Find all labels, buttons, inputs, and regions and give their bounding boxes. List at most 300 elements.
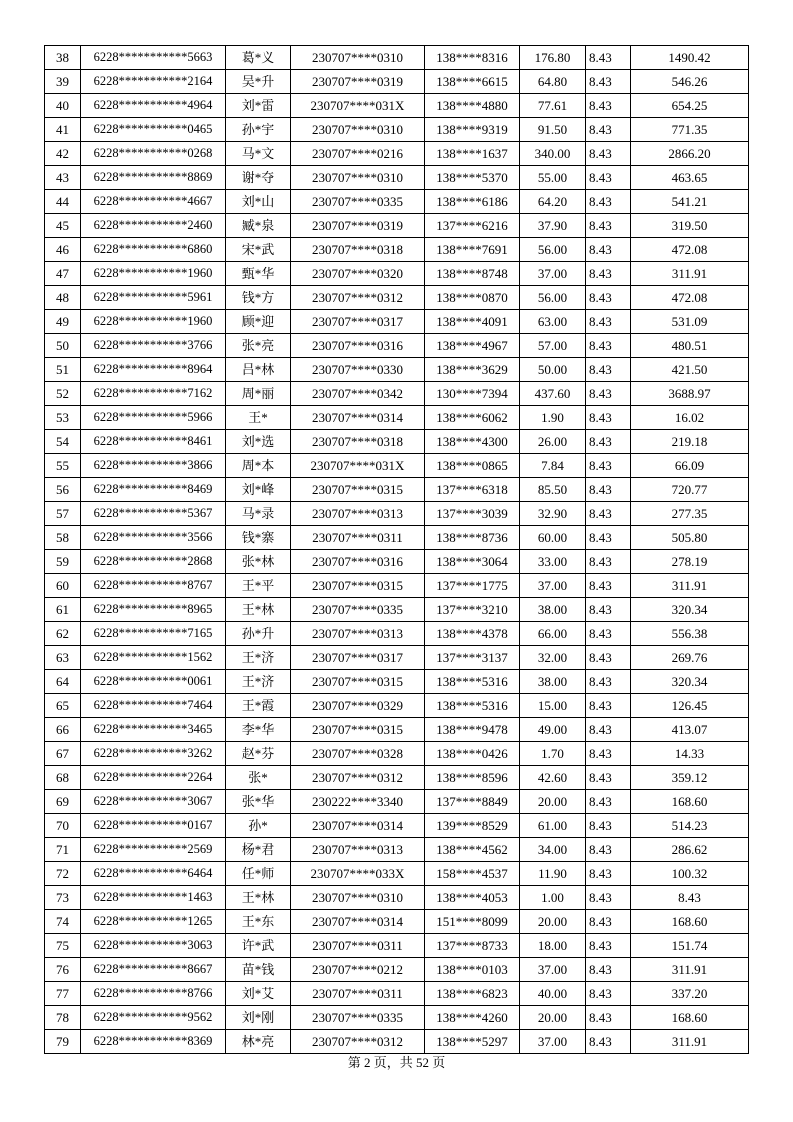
cell-row-number: 60 [45, 574, 81, 598]
cell-row-number: 78 [45, 1006, 81, 1030]
table-row [45, 886, 749, 910]
cell-row-number: 55 [45, 454, 81, 478]
cell-amount: 20.00 [520, 910, 586, 934]
cell-amount: 20.00 [520, 790, 586, 814]
cell-id-number: 230707****0310 [291, 886, 425, 910]
cell-card-number: 6228***********1562 [81, 646, 226, 670]
cell-phone: 138****9319 [425, 118, 520, 142]
table-row [45, 982, 749, 1006]
table-row [45, 526, 749, 550]
cell-rate: 8.43 [586, 262, 631, 286]
cell-card-number: 6228***********1265 [81, 910, 226, 934]
cell-total: 480.51 [631, 334, 749, 358]
cell-rate: 8.43 [586, 886, 631, 910]
cell-rate: 8.43 [586, 910, 631, 934]
cell-id-number: 230707****0328 [291, 742, 425, 766]
cell-card-number: 6228***********2569 [81, 838, 226, 862]
cell-amount: 7.84 [520, 454, 586, 478]
cell-card-number: 6228***********3866 [81, 454, 226, 478]
cell-name: 钱*寨 [226, 526, 291, 550]
cell-rate: 8.43 [586, 862, 631, 886]
cell-rate: 8.43 [586, 382, 631, 406]
cell-phone: 138****0426 [425, 742, 520, 766]
cell-id-number: 230707****0310 [291, 118, 425, 142]
cell-total: 514.23 [631, 814, 749, 838]
cell-rate: 8.43 [586, 1006, 631, 1030]
cell-amount: 33.00 [520, 550, 586, 574]
cell-id-number: 230707****0316 [291, 334, 425, 358]
cell-id-number: 230707****0216 [291, 142, 425, 166]
cell-phone: 137****3210 [425, 598, 520, 622]
cell-id-number: 230707****0315 [291, 670, 425, 694]
cell-name: 赵*芬 [226, 742, 291, 766]
cell-card-number: 6228***********8964 [81, 358, 226, 382]
cell-amount: 38.00 [520, 670, 586, 694]
cell-phone: 138****4378 [425, 622, 520, 646]
cell-amount: 37.90 [520, 214, 586, 238]
cell-total: 1490.42 [631, 46, 749, 70]
table-row [45, 382, 749, 406]
cell-card-number: 6228***********7464 [81, 694, 226, 718]
cell-row-number: 61 [45, 598, 81, 622]
cell-amount: 66.00 [520, 622, 586, 646]
cell-amount: 176.80 [520, 46, 586, 70]
cell-amount: 60.00 [520, 526, 586, 550]
cell-name: 孙*升 [226, 622, 291, 646]
cell-card-number: 6228***********1463 [81, 886, 226, 910]
table-row [45, 574, 749, 598]
cell-name: 张*华 [226, 790, 291, 814]
cell-row-number: 39 [45, 70, 81, 94]
table-row [45, 814, 749, 838]
cell-row-number: 38 [45, 46, 81, 70]
cell-card-number: 6228***********8869 [81, 166, 226, 190]
cell-name: 甄*华 [226, 262, 291, 286]
cell-name: 钱*方 [226, 286, 291, 310]
cell-phone: 138****8316 [425, 46, 520, 70]
cell-name: 许*武 [226, 934, 291, 958]
cell-total: 2866.20 [631, 142, 749, 166]
cell-total: 311.91 [631, 574, 749, 598]
table-row [45, 94, 749, 118]
cell-amount: 40.00 [520, 982, 586, 1006]
cell-card-number: 6228***********5966 [81, 406, 226, 430]
cell-phone: 138****4260 [425, 1006, 520, 1030]
cell-row-number: 58 [45, 526, 81, 550]
cell-card-number: 6228***********2868 [81, 550, 226, 574]
cell-name: 张*林 [226, 550, 291, 574]
cell-row-number: 79 [45, 1030, 81, 1054]
cell-card-number: 6228***********8767 [81, 574, 226, 598]
cell-amount: 32.00 [520, 646, 586, 670]
cell-card-number: 6228***********3067 [81, 790, 226, 814]
cell-id-number: 230707****0317 [291, 310, 425, 334]
cell-row-number: 41 [45, 118, 81, 142]
cell-rate: 8.43 [586, 934, 631, 958]
cell-total: 337.20 [631, 982, 749, 1006]
table-row [45, 718, 749, 742]
cell-card-number: 6228***********3063 [81, 934, 226, 958]
cell-amount: 56.00 [520, 286, 586, 310]
cell-card-number: 6228***********6464 [81, 862, 226, 886]
cell-card-number: 6228***********3465 [81, 718, 226, 742]
table-row [45, 646, 749, 670]
cell-id-number: 230707****0329 [291, 694, 425, 718]
cell-rate: 8.43 [586, 982, 631, 1006]
cell-row-number: 48 [45, 286, 81, 310]
cell-card-number: 6228***********0061 [81, 670, 226, 694]
table-row [45, 118, 749, 142]
cell-rate: 8.43 [586, 598, 631, 622]
table-row [45, 958, 749, 982]
cell-phone: 138****6615 [425, 70, 520, 94]
cell-phone: 138****4967 [425, 334, 520, 358]
cell-rate: 8.43 [586, 190, 631, 214]
table-row [45, 934, 749, 958]
cell-id-number: 230707****0310 [291, 46, 425, 70]
cell-phone: 138****9478 [425, 718, 520, 742]
cell-id-number: 230707****0335 [291, 598, 425, 622]
cell-rate: 8.43 [586, 166, 631, 190]
cell-name: 吴*升 [226, 70, 291, 94]
cell-total: 319.50 [631, 214, 749, 238]
table-row [45, 766, 749, 790]
cell-row-number: 46 [45, 238, 81, 262]
cell-name: 葛*义 [226, 46, 291, 70]
cell-total: 126.45 [631, 694, 749, 718]
cell-phone: 137****6216 [425, 214, 520, 238]
cell-id-number: 230707****0314 [291, 910, 425, 934]
cell-name: 刘*雷 [226, 94, 291, 118]
cell-row-number: 54 [45, 430, 81, 454]
cell-name: 顾*迎 [226, 310, 291, 334]
cell-phone: 138****1637 [425, 142, 520, 166]
cell-rate: 8.43 [586, 646, 631, 670]
table-row [45, 262, 749, 286]
cell-phone: 138****4880 [425, 94, 520, 118]
cell-name: 孙* [226, 814, 291, 838]
table-row [45, 190, 749, 214]
table-row [45, 286, 749, 310]
cell-total: 654.25 [631, 94, 749, 118]
cell-amount: 37.00 [520, 958, 586, 982]
cell-id-number: 230707****0312 [291, 1030, 425, 1054]
cell-name: 孙*宇 [226, 118, 291, 142]
cell-phone: 137****8849 [425, 790, 520, 814]
cell-id-number: 230707****0335 [291, 190, 425, 214]
cell-card-number: 6228***********2264 [81, 766, 226, 790]
cell-row-number: 56 [45, 478, 81, 502]
cell-amount: 56.00 [520, 238, 586, 262]
cell-id-number: 230707****0311 [291, 982, 425, 1006]
cell-name: 王*林 [226, 886, 291, 910]
cell-id-number: 230707****0315 [291, 718, 425, 742]
cell-card-number: 6228***********0167 [81, 814, 226, 838]
cell-amount: 34.00 [520, 838, 586, 862]
cell-id-number: 230707****0313 [291, 838, 425, 862]
cell-row-number: 76 [45, 958, 81, 982]
cell-card-number: 6228***********3566 [81, 526, 226, 550]
cell-id-number: 230707****0335 [291, 1006, 425, 1030]
cell-total: 472.08 [631, 286, 749, 310]
cell-row-number: 40 [45, 94, 81, 118]
cell-name: 臧*泉 [226, 214, 291, 238]
cell-total: 277.35 [631, 502, 749, 526]
table-row [45, 238, 749, 262]
cell-name: 任*师 [226, 862, 291, 886]
cell-name: 刘*刚 [226, 1006, 291, 1030]
cell-rate: 8.43 [586, 118, 631, 142]
cell-amount: 57.00 [520, 334, 586, 358]
cell-amount: 37.00 [520, 262, 586, 286]
table-row [45, 430, 749, 454]
cell-row-number: 71 [45, 838, 81, 862]
cell-row-number: 47 [45, 262, 81, 286]
cell-total: 421.50 [631, 358, 749, 382]
cell-total: 168.60 [631, 1006, 749, 1030]
cell-phone: 138****5370 [425, 166, 520, 190]
cell-phone: 137****3039 [425, 502, 520, 526]
cell-row-number: 59 [45, 550, 81, 574]
cell-rate: 8.43 [586, 142, 631, 166]
cell-amount: 437.60 [520, 382, 586, 406]
cell-amount: 20.00 [520, 1006, 586, 1030]
table-row [45, 70, 749, 94]
cell-rate: 8.43 [586, 838, 631, 862]
cell-rate: 8.43 [586, 238, 631, 262]
cell-phone: 137****1775 [425, 574, 520, 598]
cell-phone: 138****6062 [425, 406, 520, 430]
cell-id-number: 230707****0315 [291, 574, 425, 598]
cell-amount: 85.50 [520, 478, 586, 502]
cell-card-number: 6228***********0268 [81, 142, 226, 166]
cell-name: 吕*林 [226, 358, 291, 382]
table-row [45, 166, 749, 190]
table-row [45, 1030, 749, 1054]
table-body [45, 46, 749, 1054]
cell-row-number: 66 [45, 718, 81, 742]
cell-id-number: 230707****0318 [291, 430, 425, 454]
cell-amount: 15.00 [520, 694, 586, 718]
cell-total: 8.43 [631, 886, 749, 910]
cell-id-number: 230707****0342 [291, 382, 425, 406]
cell-row-number: 62 [45, 622, 81, 646]
cell-rate: 8.43 [586, 94, 631, 118]
cell-name: 王*林 [226, 598, 291, 622]
cell-rate: 8.43 [586, 718, 631, 742]
table-row [45, 694, 749, 718]
cell-phone: 138****6823 [425, 982, 520, 1006]
cell-name: 张* [226, 766, 291, 790]
cell-id-number: 230707****0314 [291, 406, 425, 430]
cell-row-number: 44 [45, 190, 81, 214]
cell-id-number: 230707****0318 [291, 238, 425, 262]
cell-amount: 1.90 [520, 406, 586, 430]
cell-phone: 138****4091 [425, 310, 520, 334]
cell-card-number: 6228***********5367 [81, 502, 226, 526]
table-row [45, 1006, 749, 1030]
cell-name: 王* [226, 406, 291, 430]
cell-rate: 8.43 [586, 478, 631, 502]
cell-id-number: 230707****0312 [291, 286, 425, 310]
cell-amount: 26.00 [520, 430, 586, 454]
cell-id-number: 230707****0319 [291, 70, 425, 94]
cell-amount: 49.00 [520, 718, 586, 742]
cell-card-number: 6228***********0465 [81, 118, 226, 142]
cell-name: 杨*君 [226, 838, 291, 862]
cell-card-number: 6228***********9562 [81, 1006, 226, 1030]
cell-total: 720.77 [631, 478, 749, 502]
cell-id-number: 230707****033X [291, 862, 425, 886]
cell-name: 李*华 [226, 718, 291, 742]
cell-row-number: 73 [45, 886, 81, 910]
cell-phone: 151****8099 [425, 910, 520, 934]
cell-row-number: 64 [45, 670, 81, 694]
table-row [45, 358, 749, 382]
cell-phone: 138****4300 [425, 430, 520, 454]
cell-amount: 1.00 [520, 886, 586, 910]
cell-phone: 138****5316 [425, 694, 520, 718]
cell-amount: 64.80 [520, 70, 586, 94]
table-row [45, 46, 749, 70]
cell-name: 周*本 [226, 454, 291, 478]
cell-total: 771.35 [631, 118, 749, 142]
cell-amount: 55.00 [520, 166, 586, 190]
cell-rate: 8.43 [586, 406, 631, 430]
cell-row-number: 50 [45, 334, 81, 358]
cell-id-number: 230222****3340 [291, 790, 425, 814]
cell-name: 王*霞 [226, 694, 291, 718]
table-row [45, 862, 749, 886]
cell-total: 3688.97 [631, 382, 749, 406]
cell-name: 张*亮 [226, 334, 291, 358]
cell-card-number: 6228***********8461 [81, 430, 226, 454]
cell-rate: 8.43 [586, 622, 631, 646]
cell-name: 刘*艾 [226, 982, 291, 1006]
cell-phone: 158****4537 [425, 862, 520, 886]
cell-phone: 138****8748 [425, 262, 520, 286]
cell-amount: 11.90 [520, 862, 586, 886]
table-row [45, 214, 749, 238]
cell-row-number: 51 [45, 358, 81, 382]
cell-total: 16.02 [631, 406, 749, 430]
cell-row-number: 70 [45, 814, 81, 838]
cell-total: 286.62 [631, 838, 749, 862]
cell-rate: 8.43 [586, 958, 631, 982]
cell-total: 320.34 [631, 670, 749, 694]
cell-amount: 77.61 [520, 94, 586, 118]
cell-id-number: 230707****0310 [291, 166, 425, 190]
cell-rate: 8.43 [586, 214, 631, 238]
cell-row-number: 65 [45, 694, 81, 718]
cell-rate: 8.43 [586, 1030, 631, 1054]
cell-id-number: 230707****0311 [291, 934, 425, 958]
cell-row-number: 43 [45, 166, 81, 190]
cell-rate: 8.43 [586, 502, 631, 526]
cell-id-number: 230707****0315 [291, 478, 425, 502]
cell-amount: 50.00 [520, 358, 586, 382]
subsidy-table [44, 45, 749, 1054]
cell-name: 谢*夺 [226, 166, 291, 190]
cell-phone: 138****5297 [425, 1030, 520, 1054]
cell-amount: 37.00 [520, 574, 586, 598]
cell-id-number: 230707****0313 [291, 502, 425, 526]
cell-card-number: 6228***********2460 [81, 214, 226, 238]
cell-card-number: 6228***********4667 [81, 190, 226, 214]
cell-phone: 138****0103 [425, 958, 520, 982]
cell-card-number: 6228***********5663 [81, 46, 226, 70]
cell-rate: 8.43 [586, 430, 631, 454]
cell-row-number: 75 [45, 934, 81, 958]
cell-name: 宋*武 [226, 238, 291, 262]
cell-total: 531.09 [631, 310, 749, 334]
cell-row-number: 72 [45, 862, 81, 886]
table-row [45, 502, 749, 526]
table-row [45, 910, 749, 934]
cell-rate: 8.43 [586, 670, 631, 694]
cell-row-number: 57 [45, 502, 81, 526]
cell-card-number: 6228***********8369 [81, 1030, 226, 1054]
cell-card-number: 6228***********7162 [81, 382, 226, 406]
cell-amount: 32.90 [520, 502, 586, 526]
cell-row-number: 74 [45, 910, 81, 934]
cell-id-number: 230707****0320 [291, 262, 425, 286]
cell-row-number: 42 [45, 142, 81, 166]
cell-card-number: 6228***********7165 [81, 622, 226, 646]
cell-card-number: 6228***********8766 [81, 982, 226, 1006]
cell-rate: 8.43 [586, 694, 631, 718]
cell-phone: 138****8736 [425, 526, 520, 550]
table-row [45, 622, 749, 646]
cell-total: 14.33 [631, 742, 749, 766]
cell-row-number: 77 [45, 982, 81, 1006]
cell-id-number: 230707****0313 [291, 622, 425, 646]
cell-id-number: 230707****0311 [291, 526, 425, 550]
cell-rate: 8.43 [586, 742, 631, 766]
cell-phone: 137****6318 [425, 478, 520, 502]
cell-rate: 8.43 [586, 334, 631, 358]
cell-phone: 138****7691 [425, 238, 520, 262]
cell-total: 472.08 [631, 238, 749, 262]
cell-amount: 18.00 [520, 934, 586, 958]
table-row [45, 478, 749, 502]
cell-card-number: 6228***********8965 [81, 598, 226, 622]
cell-name: 马*文 [226, 142, 291, 166]
cell-phone: 138****3064 [425, 550, 520, 574]
cell-amount: 63.00 [520, 310, 586, 334]
cell-amount: 61.00 [520, 814, 586, 838]
cell-rate: 8.43 [586, 814, 631, 838]
page-number-footer: 第 2 页，共 52 页 [347, 1055, 446, 1070]
cell-id-number: 230707****0319 [291, 214, 425, 238]
cell-phone: 138****0870 [425, 286, 520, 310]
cell-id-number: 230707****031X [291, 94, 425, 118]
cell-phone: 137****8733 [425, 934, 520, 958]
cell-total: 269.76 [631, 646, 749, 670]
cell-amount: 37.00 [520, 1030, 586, 1054]
table-row [45, 598, 749, 622]
cell-total: 463.65 [631, 166, 749, 190]
cell-phone: 138****0865 [425, 454, 520, 478]
cell-rate: 8.43 [586, 70, 631, 94]
cell-phone: 138****4562 [425, 838, 520, 862]
cell-phone: 138****5316 [425, 670, 520, 694]
cell-name: 王*平 [226, 574, 291, 598]
cell-amount: 1.70 [520, 742, 586, 766]
cell-name: 刘*选 [226, 430, 291, 454]
cell-phone: 139****8529 [425, 814, 520, 838]
cell-rate: 8.43 [586, 310, 631, 334]
